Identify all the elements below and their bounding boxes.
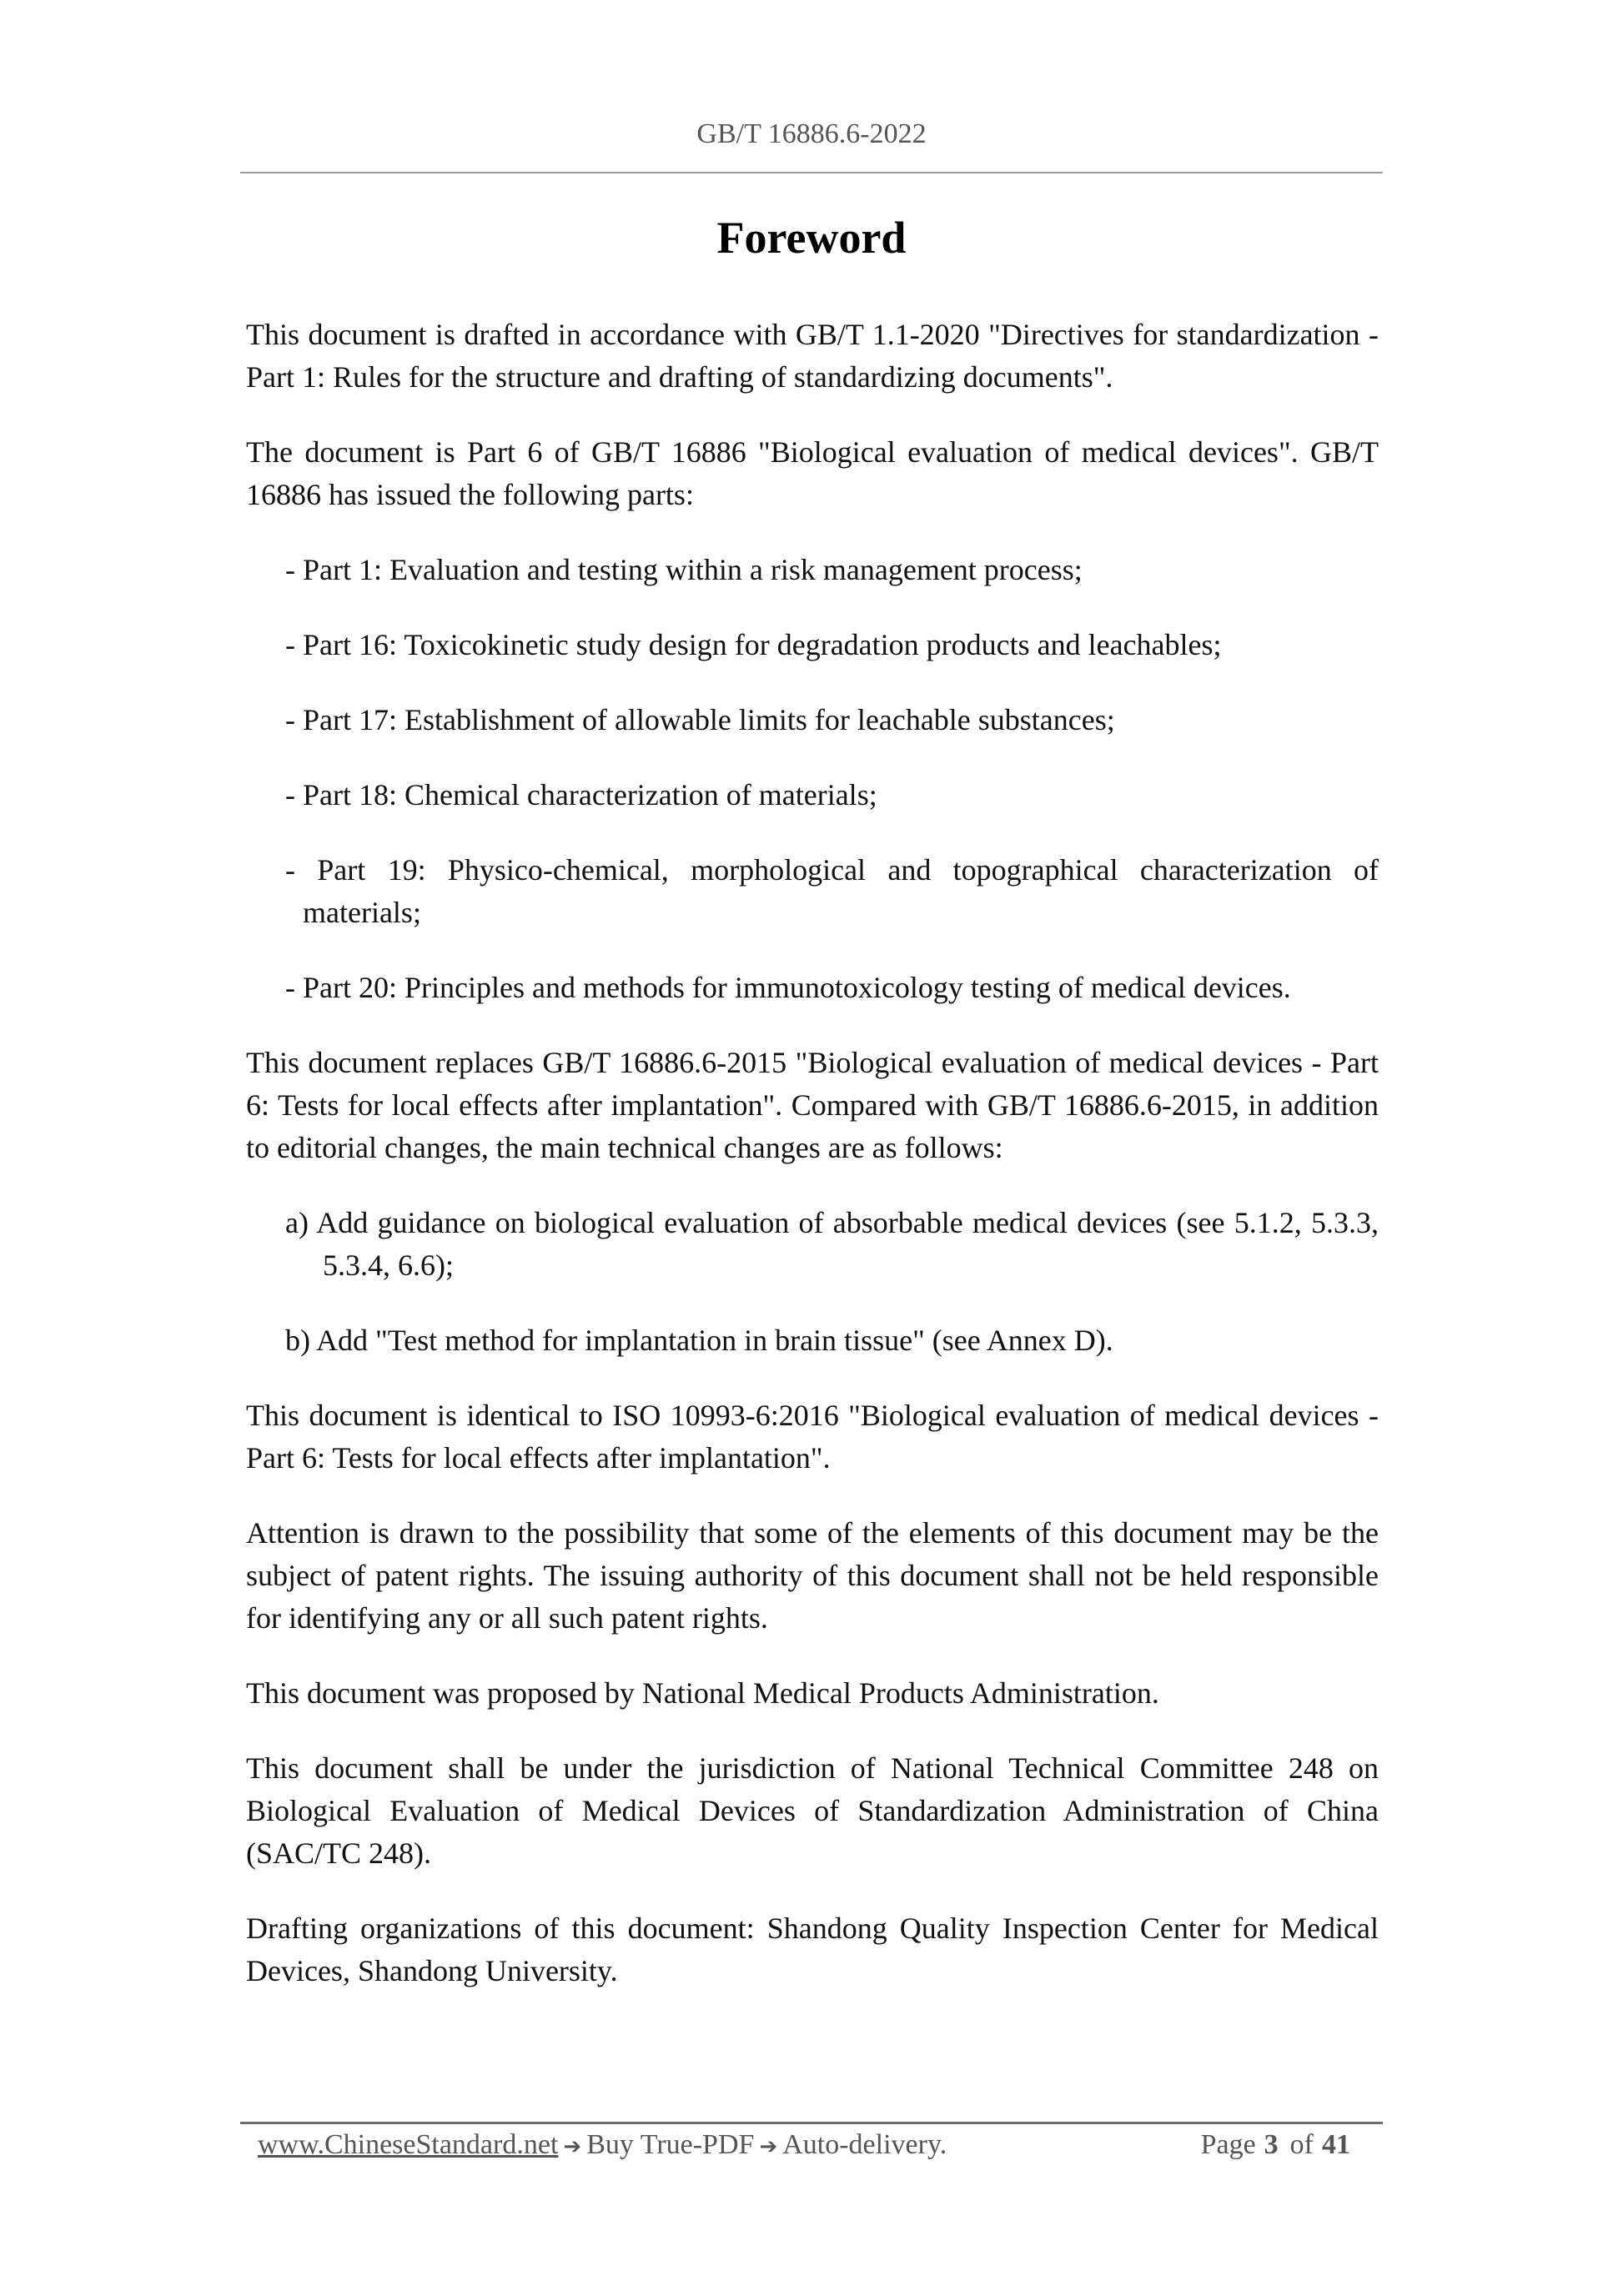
page-footer [258,2128,1359,2163]
list-item-part-16: - Part 16: Toxicokinetic study design for degradation products and leachables; [285,628,1222,661]
paragraph-series-intro: The document is Part 6 of GB/T 16886 "Biological evaluation of medical devices". GB/T 16886 has issued the following parts: [246,435,1379,511]
arrow-right-icon: ➔ [759,2134,778,2159]
footer-step-delivery: Auto-delivery. [782,2129,947,2160]
running-header: GB/T 16886.6-2022 [696,118,927,149]
paragraph-drafting-orgs: Drafting organizations of this document: Shandong Quality Inspection Center for Medical Devices, Shandong University. [246,1912,1379,1987]
page-label: Page [1200,2129,1256,2160]
footer-step-buy: Buy True-PDF [586,2129,755,2160]
page-title: Foreword [716,213,907,263]
list-item-change-a: a) Add guidance on biological evaluation of absorbable medical devices (see 5.1.2, 5.3.3, 5.3.4, 6.6); [285,1206,1379,1282]
paragraph-drafting-rules: This document is drafted in accordance with GB/T 1.1-2020 "Directives for standardization - Part 1: Rules for the structure and drafting of standardizing documents". [246,318,1379,394]
header-divider [240,172,1383,173]
paragraph-replaces: This document replaces GB/T 16886.6-2015 "Biological evaluation of medical devices - Part 6: Tests for local effects after implantation". Compared with GB/T 16886.6-2015, in addition to editorial changes, the main technical changes are as follows: [246,1046,1379,1164]
paragraph-jurisdiction: This document shall be under the jurisdiction of National Technical Committee 248 on Biological Evaluation of Medical Devices of Standardization Administration of China (SAC/TC 248). [246,1751,1379,1870]
page-number [1198,2128,1359,2163]
arrow-right-icon: ➔ [563,2134,582,2159]
page-total: 41 [1322,2129,1350,2160]
paragraph-patent-notice: Attention is drawn to the possibility that some of the elements of this document may be the subject of patent rights. The issuing authority of this document shall not be held responsible for identifying any or all such patent rights. [246,1516,1379,1635]
chinesestandard-link[interactable]: www.ChineseStandard.net [258,2129,559,2160]
list-item-part-18: - Part 18: Chemical characterization of materials; [285,778,877,811]
paragraph-identical-iso: This document is identical to ISO 10993-6:2016 "Biological evaluation of medical devices - Part 6: Tests for local effects after implantation". [246,1399,1379,1475]
list-item-part-17: - Part 17: Establishment of allowable limits for leachable substances; [285,703,1115,736]
list-item-part-20: - Part 20: Principles and methods for immunotoxicology testing of medical devices. [285,971,1291,1004]
list-item-change-b: b) Add "Test method for implantation in brain tissue" (see Annex D). [285,1324,1113,1357]
page-of-label: of [1289,2129,1314,2160]
footer-promo [258,2128,947,2163]
paragraph-proposed-by: This document was proposed by National Medical Products Administration. [246,1676,1159,1710]
footer-divider [240,2122,1383,2124]
document-body [246,314,1379,2025]
list-item-part-19: - Part 19: Physico-chemical, morphological and topographical characterization of materials; [285,853,1379,929]
list-item-part-1: - Part 1: Evaluation and testing within a risk management process; [285,553,1083,586]
page-current: 3 [1264,2129,1279,2160]
